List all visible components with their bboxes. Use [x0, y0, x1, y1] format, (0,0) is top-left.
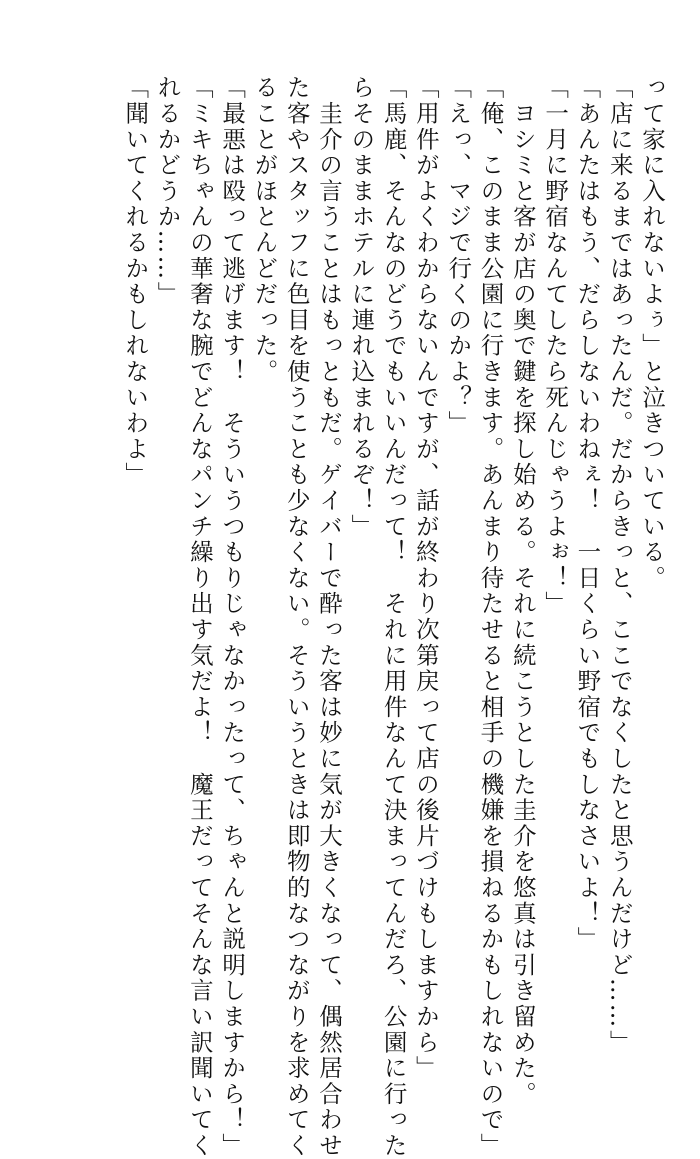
- text-line: 「聞いてくれるかもしれないわよ」: [121, 75, 150, 488]
- text-line: 「馬鹿、そんなのどうでもいいんだって！ それに用件なんて決まってんだろ、公園に行った: [379, 75, 408, 1159]
- text-line: ヨシミと客が店の奥で鍵を探し始める。それに続こうとした圭介を悠真は引き留めた。: [508, 75, 537, 1107]
- text-line: れるかどうか……」: [153, 75, 182, 308]
- text-line: ることがほとんどだった。: [250, 75, 279, 385]
- text-line: た客やスタッフに色目を使うことも少なくない。そういうときは即物的なつながりを求めてく: [282, 75, 311, 1159]
- vertical-text-body: [119, 75, 668, 1159]
- text-line: 「一月に野宿なんてしたら死んじゃうよぉ！」: [541, 75, 570, 617]
- text-line: 「えっ、マジで行くのかよ？」: [444, 75, 473, 437]
- text-line: って家に入れないよぅ」と泣きついている。: [638, 75, 666, 591]
- text-line: 「ミキちゃんの華奢な腕でどんなパンチ繰り出す気だよ！ 魔王だってそんな言い訳聞いてく: [185, 75, 214, 1159]
- text-line: 「最悪は殴って逃げます！ そういうつもりじゃなかったって、ちゃんと説明しますから！」: [218, 75, 247, 1159]
- text-line: 「店に来るまではあったんだ。だからきっと、ここでなくしたと思うんだけど……」: [605, 75, 634, 1056]
- text-line: 「用件がよくわからないんですが、話が終わり次第戻って店の後片づけもしますから」: [411, 75, 440, 1082]
- text-line: らそのままホテルに連れ込まれるぞ！」: [347, 75, 376, 540]
- text-line: 「俺、このまま公園に行きます。あんまり待たせると相手の機嫌を損ねるかもしれないので」: [476, 75, 505, 1159]
- text-line: 「あんたはもう、だらしないわねぇ！ 一日くらい野宿でもしなさいよ！」: [573, 75, 602, 953]
- text-line: 圭介の言うことはもっともだ。ゲイバーで酔った客は妙に気が大きくなって、偶然居合わせ: [315, 75, 344, 1159]
